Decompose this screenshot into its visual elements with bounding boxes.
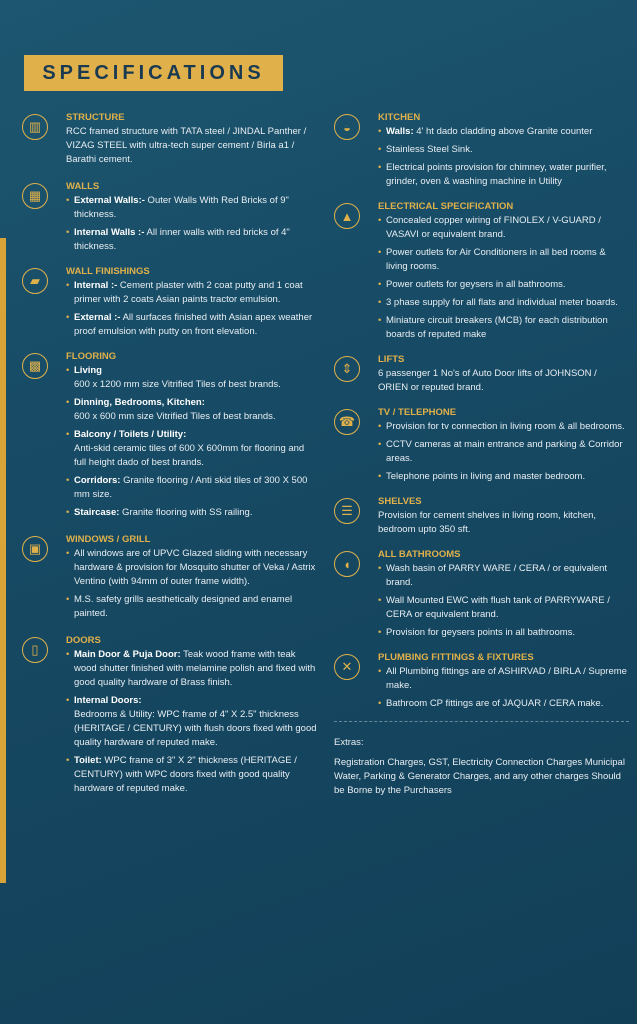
bullet-dot: • [378,215,382,226]
bullet-text [74,506,317,520]
spec-bullet [66,593,317,621]
spec-section [334,354,629,395]
bullet-value: Wash basin of PARRY WARE / CERA / or equivalent brand. [386,563,608,588]
structure-icon: ▥ [22,114,48,140]
extras-heading: Extras: [334,737,364,748]
bullet-value: Stainless Steel Sink. [386,144,473,155]
bullet-label: Internal :- [74,280,118,291]
bullet-value: Miniature circuit breakers (MCB) for each distribution boards of reputed make [386,315,608,340]
spec-body [66,635,317,796]
bullet-value: All Plumbing fittings are of ASHIRVAD / BIRLA / Supreme make. [386,666,627,691]
bullet-value: All windows are of UPVC Glazed sliding with necessary hardware & provision for Mosquito shutter of Veka / Astrix Ventino (with 94mm of outer frame width). [74,548,316,587]
walls-icon: ▦ [22,183,48,209]
bullet-dot: • [66,755,70,766]
bullet-text [386,438,629,466]
bullet-value: Electrical points provision for chimney, water purifier, grinder, oven & washing machine in Utility [386,162,607,187]
lift-icon: ⇕ [334,356,360,382]
bullet-value: Bathroom CP fittings are of JAQUAR / CERA make. [386,698,604,709]
spec-bullet [378,420,629,434]
bullet-text [386,278,629,292]
spec-body [378,407,629,484]
bullet-value: M.S. safety grills aesthetically designed and enamel painted. [74,594,293,619]
extras-divider [334,721,629,722]
bullet-label: Living [74,365,102,376]
bullet-dot: • [66,280,70,291]
bullet-dot: • [66,397,70,408]
spec-heading: LIFTS [378,354,405,365]
bullet-dot: • [66,429,70,440]
bullet-dot: • [66,507,70,518]
bullet-dot: • [66,695,70,706]
spec-section [22,351,317,520]
bullet-dot: • [378,595,382,606]
bullet-text [74,311,317,339]
bullet-dot: • [66,227,70,238]
bullet-value: Power outlets for geysers in all bathrooms. [386,279,566,290]
bullet-dot: • [378,421,382,432]
bullet-dot: • [378,315,382,326]
spec-heading: KITCHEN [378,112,421,123]
bullet-text [386,161,629,189]
accent-bar [0,238,6,883]
spec-section [22,112,317,167]
spec-bullet [378,314,629,342]
spec-bullet [378,470,629,484]
spec-section [334,652,629,711]
bullet-text [74,428,317,470]
spec-section [22,266,317,339]
spec-bullet [66,428,317,470]
spec-text: 6 passenger 1 No's of Auto Door lifts of JOHNSON / ORIEN or reputed brand. [378,368,597,393]
spec-heading: WALL FINISHINGS [66,266,150,277]
spec-bullet [66,396,317,424]
bullet-text [74,279,317,307]
spec-bullet [378,562,629,590]
bullet-value: 600 x 600 mm size Vitrified Tiles of best brands. [74,411,276,422]
bullet-label: Staircase: [74,507,120,518]
bullet-dot: • [378,627,382,638]
bullet-label: External :- [74,312,121,323]
spec-bullet [378,125,629,139]
spec-section [334,407,629,484]
left-column [22,112,317,796]
bullet-text [74,593,317,621]
bullet-dot: • [378,698,382,709]
bullet-value: Anti-skid ceramic tiles of 600 X 600mm for flooring and full height dado of best brands. [74,443,305,468]
spec-section [22,635,317,796]
spec-section [22,534,317,621]
bullet-value: Outer Walls With Red Bricks of 9" thickness. [74,195,289,220]
bullet-text [386,665,629,693]
spec-bullet [378,697,629,711]
bullet-text [386,214,629,242]
bullet-value: Telephone points in living and master bedroom. [386,471,586,482]
kitchen-icon: ◒ [334,114,360,140]
spec-body [378,549,629,640]
bullet-value: Granite flooring / Anti skid tiles of 300 X 500 mm size. [74,475,308,500]
bullet-dot: • [378,297,382,308]
bullet-text [386,296,629,310]
bullet-dot: • [66,365,70,376]
spec-body [378,496,629,537]
spec-bullet [378,296,629,310]
bullet-dot: • [378,162,382,173]
spec-bullet [378,278,629,292]
bullet-dot: • [66,195,70,206]
bullet-dot: • [66,475,70,486]
bullet-dot: • [378,563,382,574]
spec-heading: ALL BATHROOMS [378,549,461,560]
bullet-value: CCTV cameras at main entrance and parking & Corridor areas. [386,439,623,464]
spec-section [334,201,629,342]
spec-body [378,201,629,342]
bullet-dot: • [66,312,70,323]
bullet-text [74,364,317,392]
bullet-text [74,694,317,750]
spec-heading: STRUCTURE [66,112,125,123]
spec-body [66,351,317,520]
bullet-value: WPC frame of 3" X 2" thickness (HERITAGE / CENTURY) with WPC doors fixed with good quality hardware of reputed make. [74,755,297,794]
spec-section [22,181,317,254]
spec-heading: FLOORING [66,351,117,362]
spec-heading: DOORS [66,635,101,646]
spec-bullet [378,594,629,622]
bullet-text [74,754,317,796]
door-icon: ▯ [22,637,48,663]
bullet-text [74,547,317,589]
spec-bullet [378,626,629,640]
flooring-icon: ▩ [22,353,48,379]
bullet-label: Internal Doors: [74,695,142,706]
extras-text: Registration Charges, GST, Electricity Connection Charges Municipal Water, Parking & Generator Charges, and any other charges Should be Borne by the Purchasers [334,757,625,796]
bullet-dot: • [66,594,70,605]
page-title: SPECIFICATIONS [24,55,283,91]
spec-bullet [66,311,317,339]
bullet-label: Main Door & Puja Door: [74,649,181,660]
bullet-label: Toilet: [74,755,102,766]
window-icon: ▣ [22,536,48,562]
spec-text: RCC framed structure with TATA steel / JINDAL Panther / VIZAG STEEL with ultra-tech super cement / Birla a1 / Barathi cement. [66,126,307,165]
spec-bullet [66,754,317,796]
telephone-icon: ☎ [334,409,360,435]
bullet-text [386,697,629,711]
bullet-text [74,396,317,424]
bullet-dot: • [378,666,382,677]
bullet-value: Provision for geysers points in all bathrooms. [386,627,576,638]
bullet-text [386,420,629,434]
bullet-label: Corridors: [74,475,121,486]
bullet-label: Balcony / Toilets / Utility: [74,429,187,440]
tools-icon: ✕ [334,654,360,680]
spec-heading: TV / TELEPHONE [378,407,457,418]
spec-body [378,652,629,711]
spec-heading: PLUMBING FITTINGS & FIXTURES [378,652,534,663]
spec-body [66,534,317,621]
spec-body [378,354,629,395]
bullet-value: Wall Mounted EWC with flush tank of PARRYWARE / CERA or equivalent brand. [386,595,610,620]
bullet-text [386,143,629,157]
bullet-value: Provision for tv connection in living room & all bedrooms. [386,421,625,432]
spec-body [66,266,317,339]
bullet-value: Granite flooring with SS railing. [119,507,253,518]
spec-bullet [378,143,629,157]
bullet-dot: • [378,471,382,482]
spec-body [378,112,629,189]
bullet-text [386,626,629,640]
spec-bullet [66,364,317,392]
bullet-value: 3 phase supply for all flats and individual meter boards. [386,297,618,308]
bullet-dot: • [378,279,382,290]
bullet-text [74,226,317,254]
right-column [334,112,629,798]
spec-text: Provision for cement shelves in living room, kitchen, bedroom upto 350 sft. [378,510,597,535]
spec-heading: SHELVES [378,496,422,507]
bullet-dot: • [66,649,70,660]
bullet-label: Dinning, Bedrooms, Kitchen: [74,397,205,408]
bullet-text [386,594,629,622]
spec-bullet [66,279,317,307]
spec-bullet [66,547,317,589]
bullet-dot: • [378,247,382,258]
spec-bullet [66,506,317,520]
bullet-value: Bedrooms & Utility: WPC frame of 4" X 2.5" thickness (HERITAGE / CENTURY) with flush doors fixed with good quality hardware of reputed make. [74,709,317,748]
lamp-icon: ▲ [334,203,360,229]
bullet-value: Teak wood frame with teak wood shutter finished with melamine polish and fixed with good quality hardware of Brass finish. [74,649,316,688]
bullet-label: Internal Walls :- [74,227,145,238]
bullet-dot: • [66,548,70,559]
spec-bullet [378,438,629,466]
bullet-text [74,648,317,690]
bullet-text [386,314,629,342]
spec-section [334,549,629,640]
bullet-text [386,246,629,274]
bullet-text [74,474,317,502]
bullet-label: External Walls:- [74,195,145,206]
spec-bullet [378,214,629,242]
bullet-value: Cement plaster with 2 coat putty and 1 coat primer with 2 coats Asian paints tractor emulsion. [74,280,303,305]
spec-body [66,112,317,167]
bullet-value: All inner walls with red bricks of 4" thickness. [74,227,290,252]
spec-bullet [66,474,317,502]
spec-heading: WINDOWS / GRILL [66,534,151,545]
spec-bullet [378,161,629,189]
spec-heading: WALLS [66,181,100,192]
spec-bullet [378,665,629,693]
bullet-label: Walls: [386,126,414,137]
bullet-text [386,470,629,484]
paint-roller-icon: ▰ [22,268,48,294]
bullet-value: 4' ht dado cladding above Granite counter [413,126,593,137]
bullet-text [386,562,629,590]
bathroom-icon: ◖ [334,551,360,577]
bullet-dot: • [378,144,382,155]
spec-bullet [66,194,317,222]
bullet-text [386,125,629,139]
spec-body [66,181,317,254]
spec-bullet [378,246,629,274]
spec-bullet [66,694,317,750]
bullet-value: All surfaces finished with Asian apex weather proof emulsion with putty on front elevation. [74,312,313,337]
shelves-icon: ☰ [334,498,360,524]
bullet-value: 600 x 1200 mm size Vitrified Tiles of best brands. [74,379,281,390]
spec-bullet [66,226,317,254]
spec-heading: ELECTRICAL SPECIFICATION [378,201,514,212]
bullet-dot: • [378,126,382,137]
spec-section [334,112,629,189]
bullet-text [74,194,317,222]
spec-bullet [66,648,317,690]
bullet-value: Power outlets for Air Conditioners in all bed rooms & living rooms. [386,247,606,272]
bullet-dot: • [378,439,382,450]
spec-section [334,496,629,537]
bullet-value: Concealed copper wiring of FINOLEX / V-GUARD / VASAVI or equivalent brand. [386,215,601,240]
